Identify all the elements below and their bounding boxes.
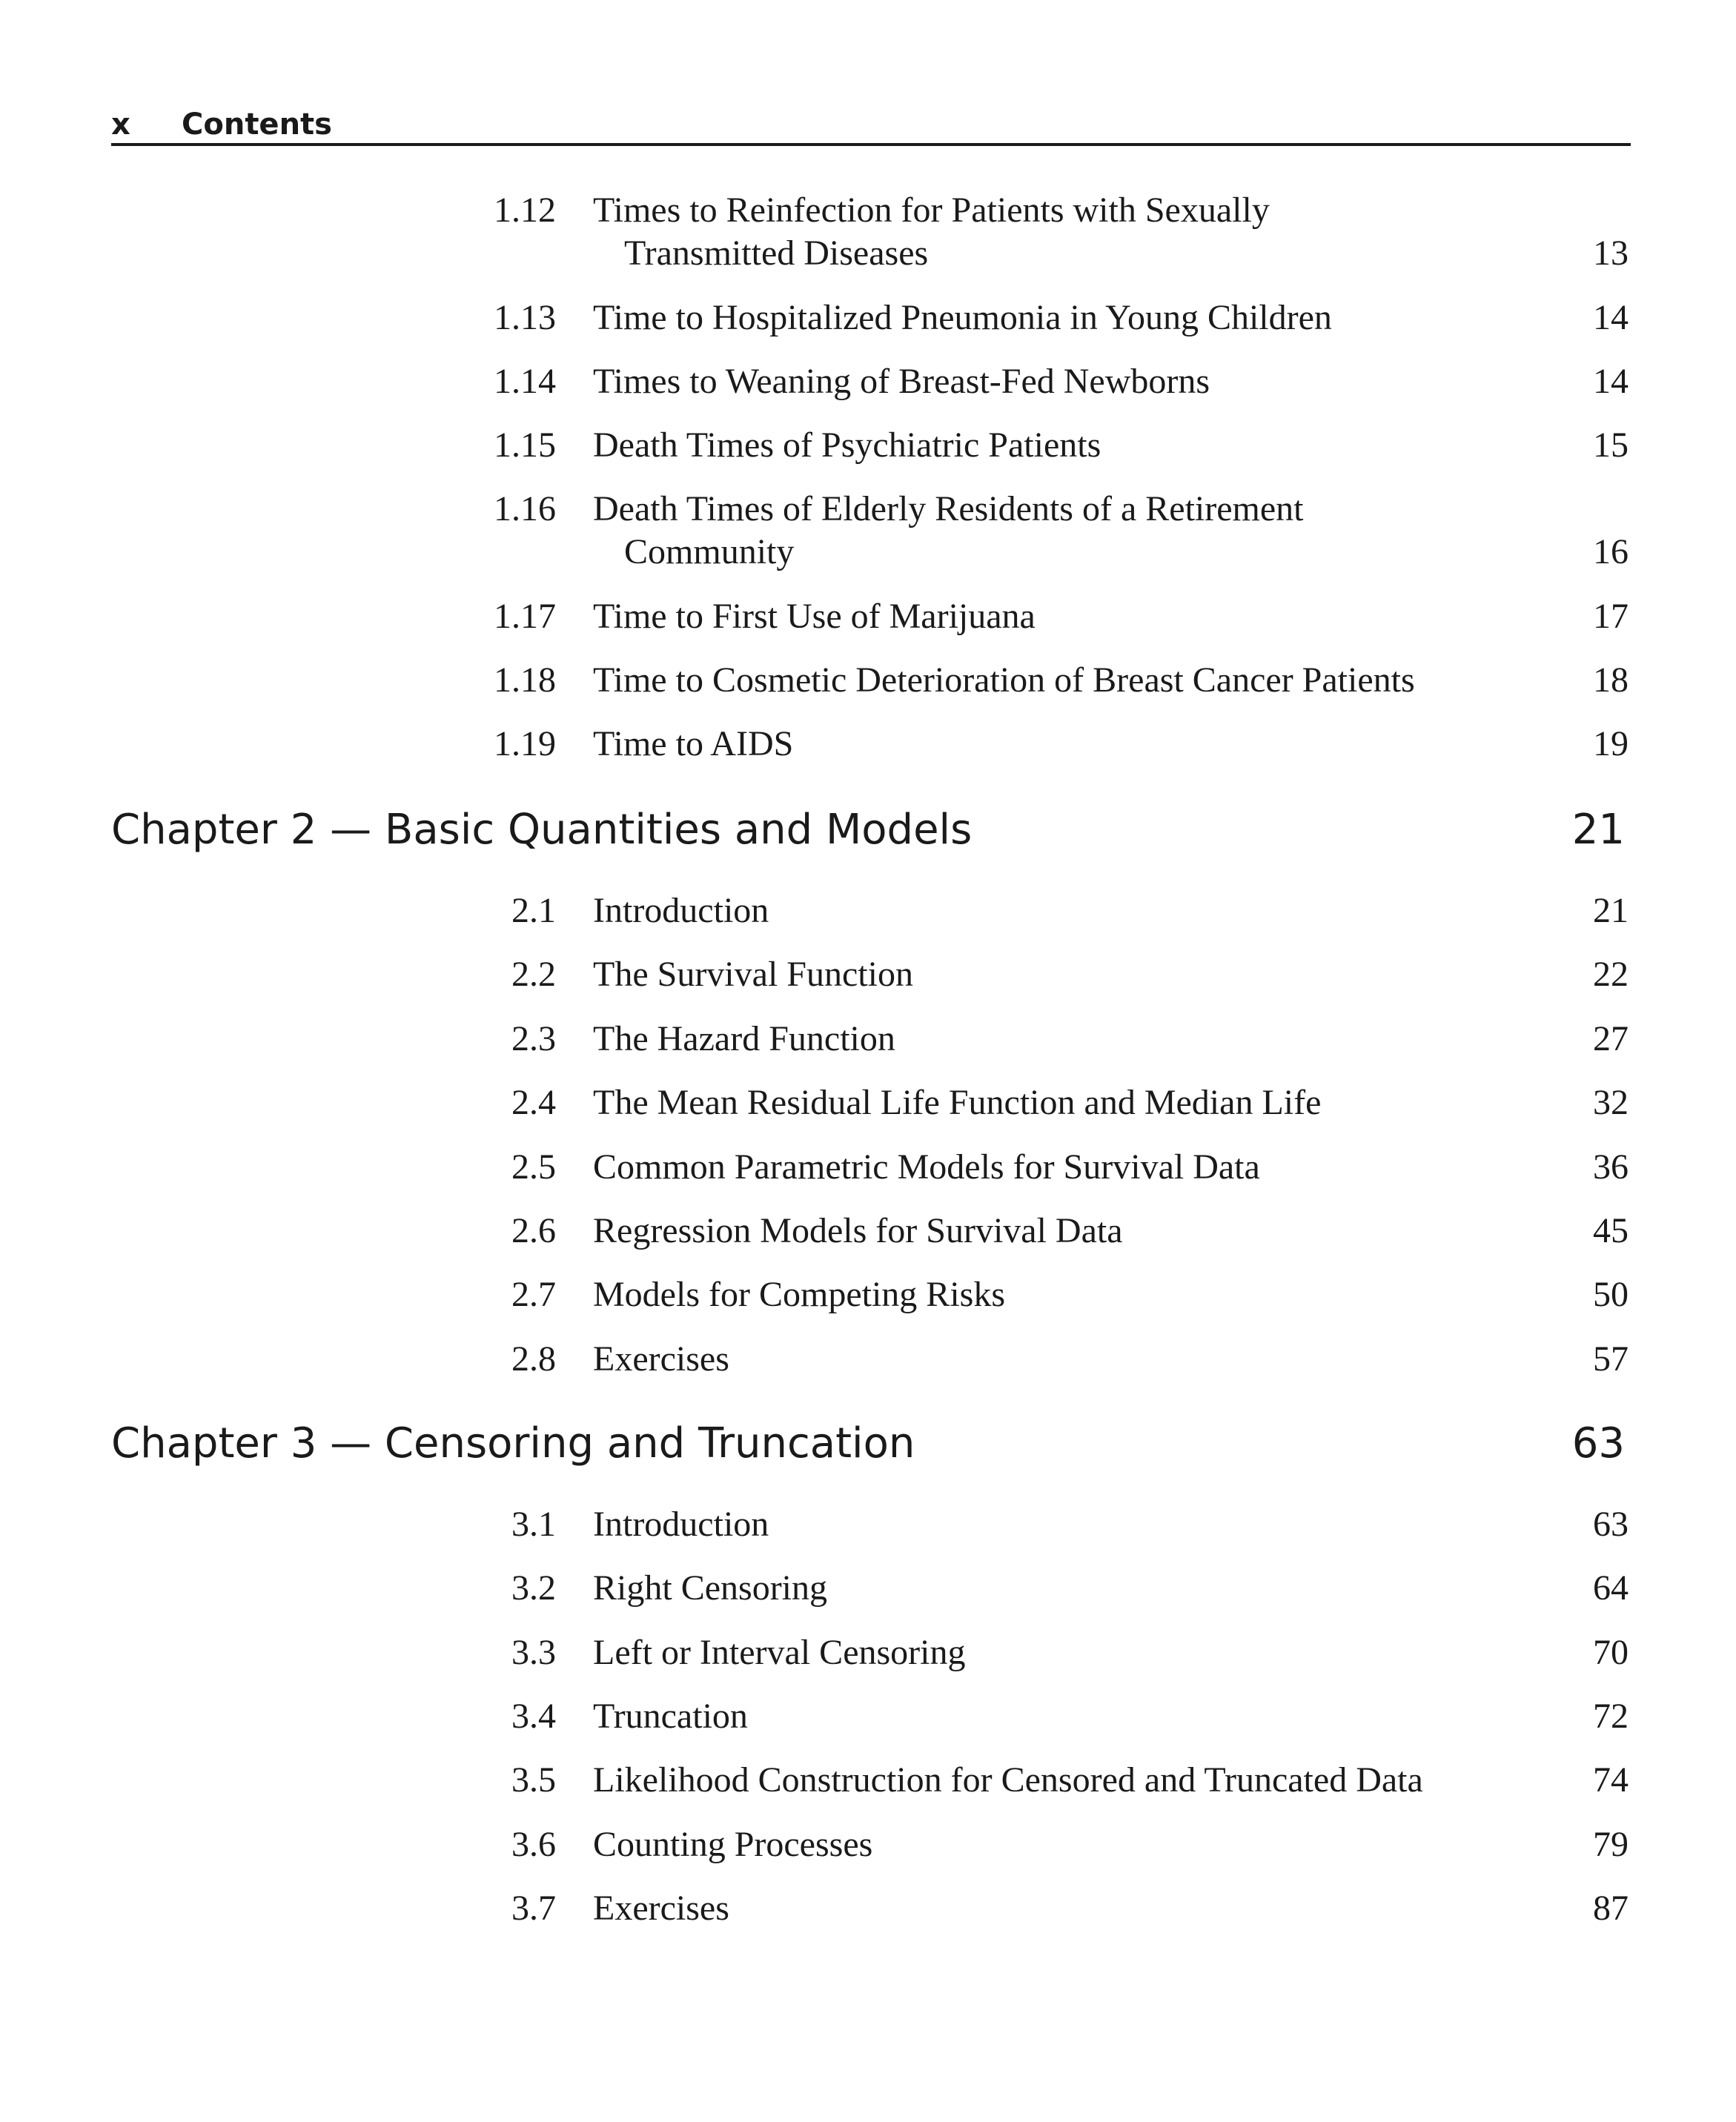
section-title <box>593 296 1520 339</box>
section-title <box>593 1210 1520 1253</box>
section-title <box>593 1887 1520 1930</box>
section-title-line: Models for Competing Risks <box>593 1275 1006 1315</box>
page-folio: x <box>111 107 130 142</box>
section-title <box>593 360 1520 403</box>
section-title-line: Exercises <box>593 1888 729 1928</box>
section-page-number: 64 <box>1593 1568 1629 1608</box>
toc-entry[interactable] <box>0 1567 1736 1610</box>
section-title-line: Time to Hospitalized Pneumonia in Young Children <box>593 298 1332 337</box>
section-title <box>593 723 1520 766</box>
toc-entry[interactable] <box>0 1146 1736 1189</box>
section-title <box>593 1695 1520 1738</box>
section-page-number: 87 <box>1593 1888 1629 1928</box>
section-page-number: 79 <box>1593 1824 1629 1864</box>
section-number: 3.5 <box>511 1760 556 1800</box>
section-page-number: 32 <box>1593 1083 1629 1123</box>
section-page-number: 18 <box>1593 660 1629 700</box>
section-number: 1.14 <box>494 362 556 401</box>
chapter-page-number: 21 <box>1571 806 1625 854</box>
section-page-number: 19 <box>1593 724 1629 763</box>
section-title-line: Counting Processes <box>593 1824 873 1864</box>
section-number: 1.19 <box>494 724 556 763</box>
section-page-number: 13 <box>1593 233 1629 273</box>
section-page-number: 74 <box>1593 1760 1629 1800</box>
toc-entry[interactable] <box>0 1338 1736 1381</box>
section-title <box>593 1503 1520 1546</box>
section-title <box>593 889 1520 932</box>
section-number: 3.4 <box>511 1696 556 1736</box>
section-title-line: Left or Interval Censoring <box>593 1632 966 1672</box>
section-title-line: Times to Reinfection for Patients with Sexually <box>593 190 1270 230</box>
section-title-line: Time to Cosmetic Deterioration of Breast Cancer Patients <box>593 660 1415 700</box>
toc-entry[interactable] <box>0 1503 1736 1546</box>
toc-entry[interactable] <box>0 424 1736 467</box>
section-page-number: 57 <box>1593 1339 1629 1379</box>
toc-entry[interactable] <box>0 1759 1736 1802</box>
toc-entry[interactable] <box>0 1695 1736 1738</box>
section-number: 1.18 <box>494 660 556 700</box>
toc-entry[interactable] <box>0 189 1736 275</box>
header-rule <box>111 143 1631 146</box>
section-page-number: 14 <box>1593 298 1629 337</box>
section-page-number: 22 <box>1593 955 1629 995</box>
section-title-line: Death Times of Psychiatric Patients <box>593 425 1101 465</box>
section-page-number: 36 <box>1593 1147 1629 1187</box>
toc-entry[interactable] <box>0 1823 1736 1866</box>
section-title-line: Introduction <box>593 891 769 930</box>
section-title-continuation: Transmitted Diseases <box>624 233 929 273</box>
section-title <box>593 424 1520 467</box>
section-title-line: The Mean Residual Life Function and Median Life <box>593 1083 1322 1123</box>
section-title-line: Death Times of Elderly Residents of a Retirement <box>593 489 1304 528</box>
toc-entry[interactable] <box>0 595 1736 638</box>
toc-entry[interactable] <box>0 1018 1736 1061</box>
section-title-line: Time to AIDS <box>593 724 794 763</box>
section-number: 3.3 <box>511 1632 556 1672</box>
section-number: 2.3 <box>511 1018 556 1058</box>
section-page-number: 21 <box>1593 891 1629 930</box>
chapter-heading[interactable] <box>111 800 1631 860</box>
chapter-page-number: 63 <box>1571 1419 1625 1468</box>
section-title <box>593 488 1520 574</box>
toc-entry[interactable] <box>0 1081 1736 1124</box>
toc-entry[interactable] <box>0 1210 1736 1253</box>
section-title-line: Likelihood Construction for Censored and Truncated Data <box>593 1760 1423 1800</box>
section-title <box>593 1081 1520 1124</box>
section-title <box>593 595 1520 638</box>
section-number: 1.12 <box>494 190 556 230</box>
toc-entry[interactable] <box>0 953 1736 996</box>
section-number: 2.6 <box>511 1211 556 1250</box>
section-number: 2.2 <box>511 955 556 995</box>
section-title-line: Regression Models for Survival Data <box>593 1211 1123 1250</box>
section-title <box>593 1823 1520 1866</box>
section-page-number: 63 <box>1593 1505 1629 1544</box>
section-title <box>593 659 1520 702</box>
section-title-line: The Hazard Function <box>593 1018 895 1058</box>
section-number: 2.7 <box>511 1275 556 1315</box>
section-page-number: 17 <box>1593 597 1629 636</box>
section-title <box>593 1273 1520 1316</box>
section-title <box>593 1018 1520 1061</box>
section-page-number: 15 <box>1593 425 1629 465</box>
section-title <box>593 1146 1520 1189</box>
section-title-line: Introduction <box>593 1505 769 1544</box>
toc-entry[interactable] <box>0 488 1736 574</box>
toc-entry[interactable] <box>0 889 1736 932</box>
section-title-line: Common Parametric Models for Survival Data <box>593 1147 1260 1187</box>
section-title <box>593 1567 1520 1610</box>
toc-entry[interactable] <box>0 723 1736 766</box>
section-title <box>593 1631 1520 1674</box>
section-title <box>593 1338 1520 1381</box>
section-title-line: Exercises <box>593 1339 729 1379</box>
section-number: 3.1 <box>511 1505 556 1544</box>
section-title-line: Truncation <box>593 1696 748 1736</box>
section-title-line: Right Censoring <box>593 1568 828 1608</box>
toc-entry[interactable] <box>0 659 1736 702</box>
section-page-number: 72 <box>1593 1696 1629 1736</box>
section-number: 1.15 <box>494 425 556 465</box>
toc-entry[interactable] <box>0 296 1736 339</box>
section-title <box>593 953 1520 996</box>
section-number: 3.6 <box>511 1824 556 1864</box>
section-page-number: 70 <box>1593 1632 1629 1672</box>
section-page-number: 14 <box>1593 362 1629 401</box>
chapter-title: Chapter 2 — Basic Quantities and Models <box>111 806 973 854</box>
section-number: 3.2 <box>511 1568 556 1608</box>
running-head-title: Contents <box>182 107 332 142</box>
toc-entry[interactable] <box>0 360 1736 403</box>
toc-entry[interactable] <box>0 1887 1736 1930</box>
chapter-title: Chapter 3 — Censoring and Truncation <box>111 1419 915 1468</box>
section-title <box>593 189 1520 275</box>
running-head <box>111 107 1631 145</box>
section-number: 1.13 <box>494 298 556 337</box>
chapter-heading[interactable] <box>111 1414 1631 1473</box>
section-number: 2.4 <box>511 1083 556 1123</box>
section-title-line: Time to First Use of Marijuana <box>593 597 1036 636</box>
toc-entry[interactable] <box>0 1273 1736 1316</box>
section-number: 2.1 <box>511 891 556 930</box>
section-title <box>593 1759 1520 1802</box>
section-number: 2.5 <box>511 1147 556 1187</box>
section-number: 3.7 <box>511 1888 556 1928</box>
toc-entry[interactable] <box>0 1631 1736 1674</box>
section-page-number: 50 <box>1593 1275 1629 1315</box>
section-title-line: The Survival Function <box>593 955 913 995</box>
section-page-number: 45 <box>1593 1211 1629 1250</box>
section-number: 1.17 <box>494 597 556 636</box>
section-page-number: 27 <box>1593 1018 1629 1058</box>
section-number: 2.8 <box>511 1339 556 1379</box>
section-title-line: Times to Weaning of Breast-Fed Newborns <box>593 362 1210 401</box>
section-number: 1.16 <box>494 489 556 528</box>
section-title-continuation: Community <box>624 532 795 571</box>
section-page-number: 16 <box>1593 532 1629 571</box>
